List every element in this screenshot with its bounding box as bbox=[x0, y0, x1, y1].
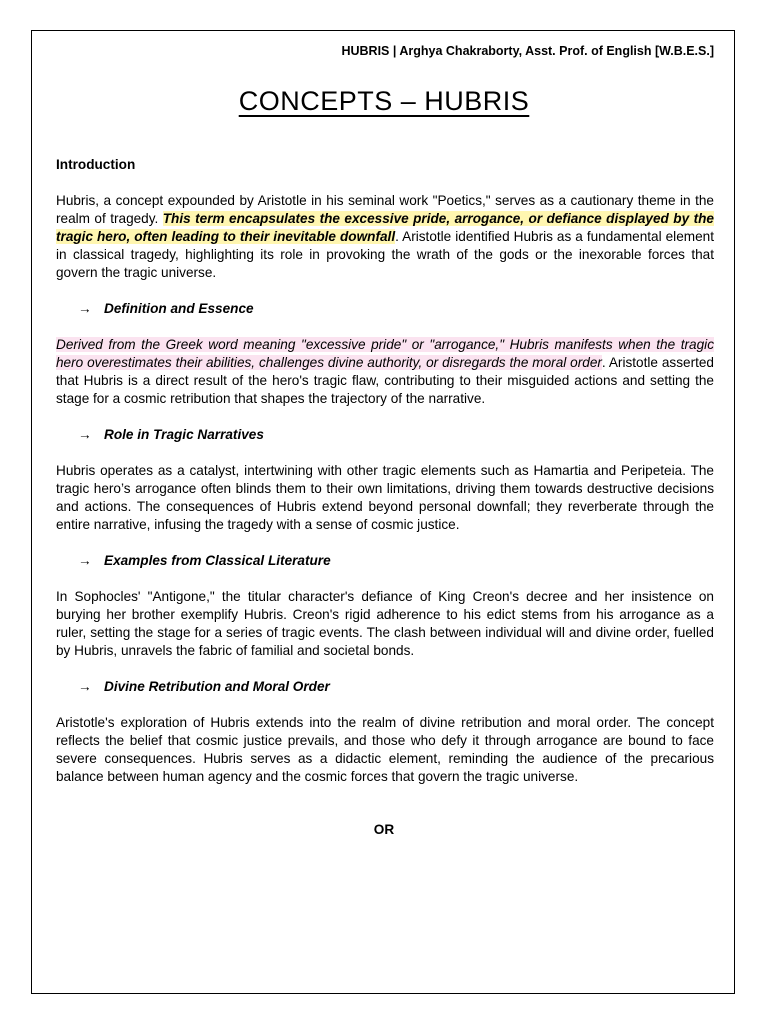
definition-text-after: . Aristotle asserted that Hubris is a direct result of the hero's tragic flaw, contributing to their misguided actions and setting the stage for a cosmic retribution that shapes the trajectory of the narrative. bbox=[56, 355, 714, 406]
page-title bbox=[0, 86, 768, 117]
intro-text-after: . Aristotle identified Hubris as a fundamental element in classical tragedy, highlighting its role in provoking the wrath of the gods or the inexorable forces that govern the tragic universe. bbox=[56, 229, 714, 280]
arrow-right-icon: → bbox=[78, 301, 92, 316]
section-heading-examples: → Examples from Classical Literature bbox=[78, 553, 331, 568]
section-heading-definition: → Definition and Essence bbox=[78, 301, 254, 316]
intro-paragraph bbox=[56, 192, 714, 282]
intro-highlight: This term encapsulates the excessive pride, arrogance, or defiance displayed by the tragic hero, often leading to their inevitable downfall bbox=[56, 211, 714, 244]
examples-paragraph: In Sophocles' "Antigone," the titular character's defiance of King Creon's decree and her insistence on burying her brother exemplify Hubris. Creon's rigid adherence to his edict stems from his arrogance as a ruler, setting the stage for a series of tragic events. The clash between individual will and divine order, fuelled by Hubris, unravels the fabric of familial and societal bonds. bbox=[56, 589, 714, 658]
page-header: HUBRIS | Arghya Chakraborty, Asst. Prof. of English [W.B.E.S.] bbox=[341, 44, 714, 58]
section-heading-role: → Role in Tragic Narratives bbox=[78, 427, 264, 442]
definition-paragraph bbox=[56, 336, 714, 408]
intro-heading: Introduction bbox=[56, 157, 136, 172]
section-heading-retribution: → Divine Retribution and Moral Order bbox=[78, 679, 330, 694]
definition-highlight: Derived from the Greek word meaning "excessive pride" or "arrogance," Hubris manifests when the tragic hero overestimates their abilities, challenges divine authority, or disregards the moral order bbox=[56, 337, 714, 370]
arrow-right-icon: → bbox=[78, 679, 92, 694]
arrow-right-icon: → bbox=[78, 553, 92, 568]
arrow-right-icon: → bbox=[78, 427, 92, 442]
role-paragraph: Hubris operates as a catalyst, intertwining with other tragic elements such as Hamartia and Peripeteia. The tragic hero’s arrogance often blinds them to their own limitations, driving them towards destructive decisions and actions. The consequences of Hubris extend beyond personal downfall; they reverberate through the entire narrative, infusing the tragedy with a sense of cosmic justice. bbox=[56, 463, 714, 532]
page-title-text: CONCEPTS – HUBRIS bbox=[238, 86, 530, 116]
document-body bbox=[56, 156, 714, 804]
intro-text-before: Hubris, a concept expounded by Aristotle in his seminal work "Poetics," serves as a cautionary theme in the realm of tragedy. bbox=[56, 193, 714, 226]
or-label: OR bbox=[373, 822, 395, 837]
retribution-paragraph: Aristotle's exploration of Hubris extends into the realm of divine retribution and moral order. The concept reflects the belief that cosmic justice prevails, and those who defy it through arrogance are bound to face severe consequences. Hubris serves as a didactic element, reminding the audience of the precarious balance between human agency and the cosmic forces that govern the tragic universe. bbox=[56, 715, 714, 784]
